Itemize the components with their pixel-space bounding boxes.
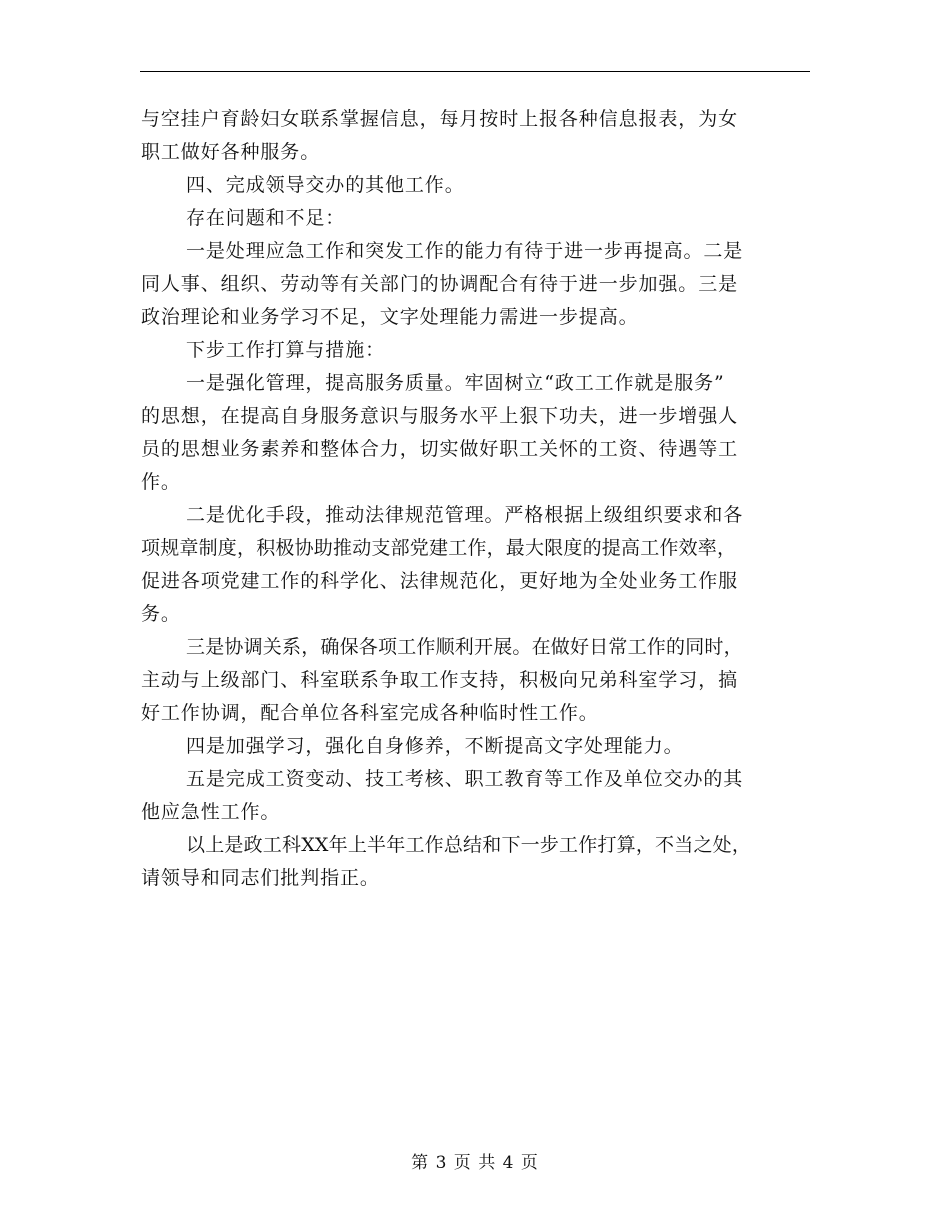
header-rule xyxy=(140,71,810,72)
page-number-footer: 第 3 页 共 4 页 xyxy=(411,1153,539,1173)
text-line: 以上是政工科XX年上半年工作总结和下一步工作打算，不当之处， xyxy=(186,834,752,856)
text-line: 四、完成领导交办的其他工作。 xyxy=(186,174,465,196)
text-line: 好工作协调，配合单位各科室完成各种临时性工作。 xyxy=(141,702,599,724)
text-line: 同人事、组织、劳动等有关部门的协调配合有待于进一步加强。三是 xyxy=(141,273,739,295)
text-line: 二是优化手段，推动法律规范管理。严格根据上级组织要求和各 xyxy=(186,504,744,526)
text-line: 促进各项党建工作的科学化、法律规范化，更好地为全处业务工作服 xyxy=(141,570,739,592)
text-line: 主动与上级部门、科室联系争取工作支持，积极向兄弟科室学习，搞 xyxy=(141,669,739,691)
text-line: 的思想，在提高自身服务意识与服务水平上狠下功夫，进一步增强人 xyxy=(141,405,739,427)
text-line: 作。 xyxy=(141,471,181,493)
text-line: 项规章制度，积极协助推动支部党建工作，最大限度的提高工作效率， xyxy=(141,537,737,559)
text-line: 务。 xyxy=(141,603,181,625)
text-line: 政治理论和业务学习不足，文字处理能力需进一步提高。 xyxy=(141,306,639,328)
section-heading: 存在问题和不足： xyxy=(186,207,346,229)
text-line: 一是强化管理，提高服务质量。牢固树立“政工工作就是服务” xyxy=(186,372,725,394)
document-body xyxy=(141,103,813,895)
text-line: 请领导和同志们批判指正。 xyxy=(141,867,380,889)
text-line: 一是处理应急工作和突发工作的能力有待于进一步再提高。二是 xyxy=(186,240,744,262)
text-line: 职工做好各种服务。 xyxy=(141,141,321,163)
text-line: 五是完成工资变动、技工考核、职工教育等工作及单位交办的其 xyxy=(186,768,744,790)
text-line: 三是协调关系，确保各项工作顺利开展。在做好日常工作的同时， xyxy=(186,636,743,658)
text-line: 他应急性工作。 xyxy=(141,801,281,823)
section-heading: 下步工作打算与措施： xyxy=(186,339,386,361)
text-line: 与空挂户育龄妇女联系掌握信息，每月按时上报各种信息报表，为女 xyxy=(141,108,739,130)
text-line: 员的思想业务素养和整体合力，切实做好职工关怀的工资、待遇等工 xyxy=(141,438,739,460)
text-line: 四是加强学习，强化自身修养，不断提高文字处理能力。 xyxy=(186,735,684,757)
